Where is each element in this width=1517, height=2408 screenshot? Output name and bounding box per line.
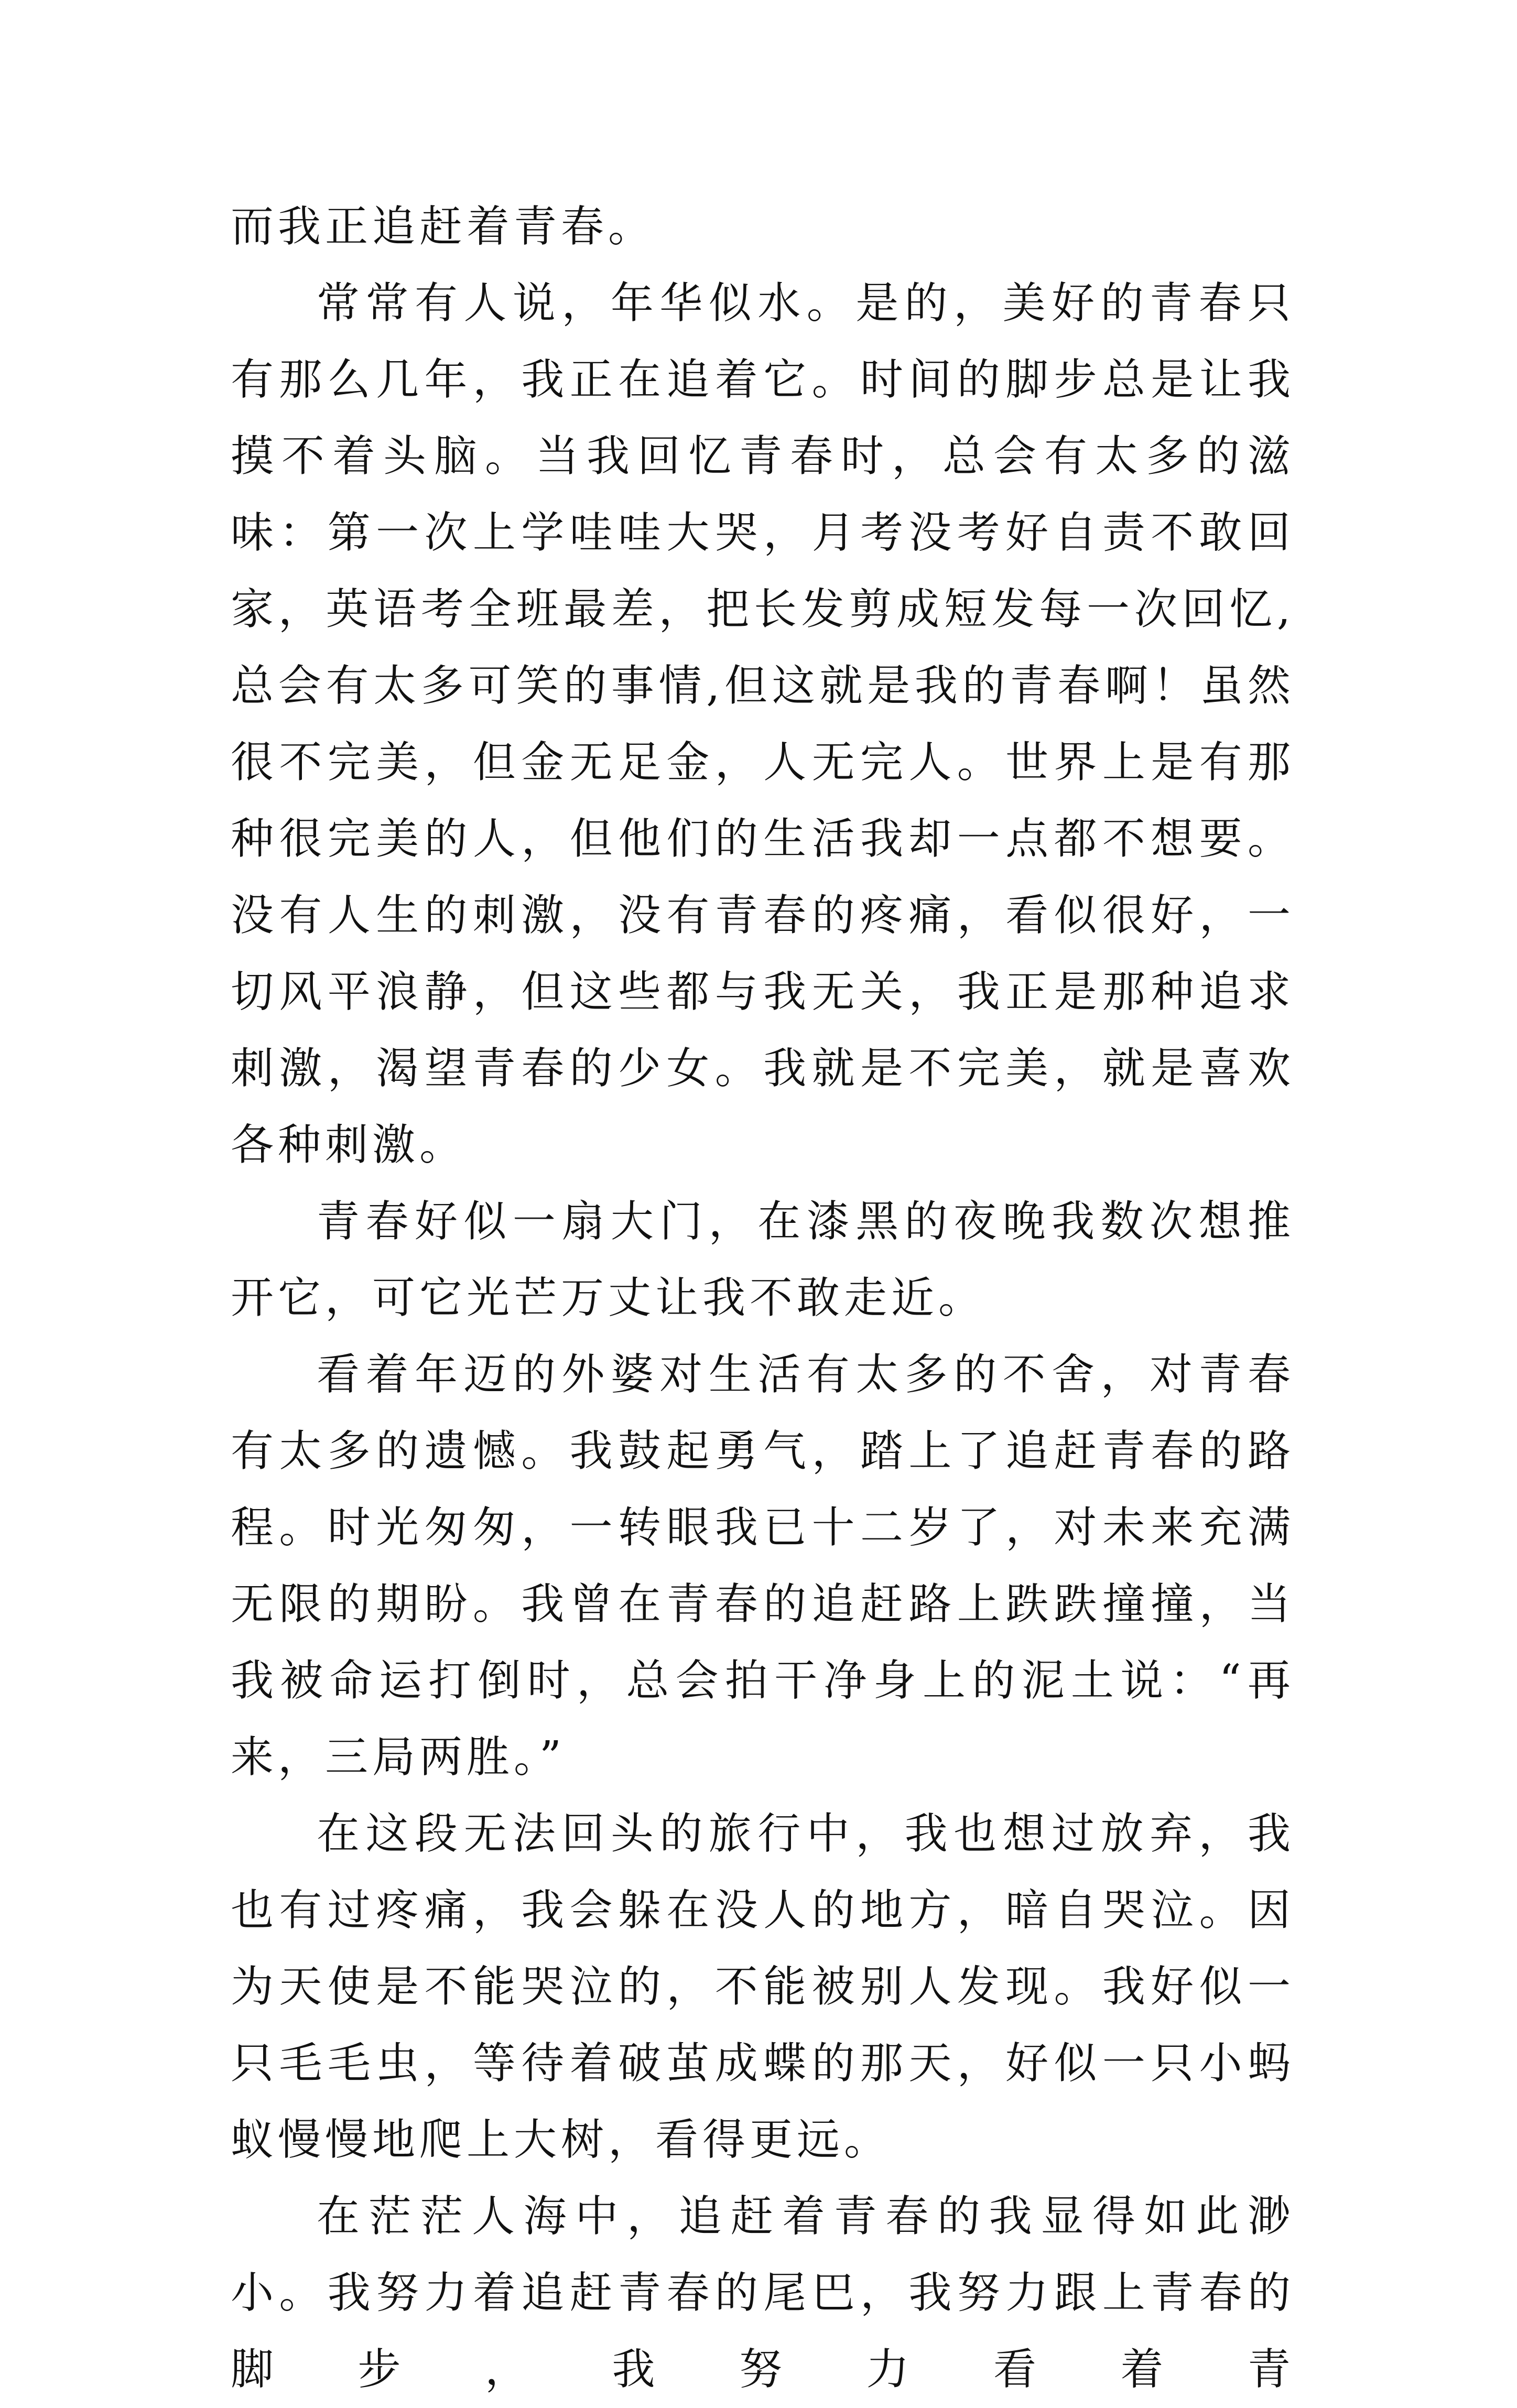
paragraph-4: 看着年迈的外婆对生活有太多的不舍，对青春有太多的遗憾。我鼓起勇气，踏上了追赶青春的路程。时光匆匆，一转眼我已十二岁了，对未来充满无限的期盼。我曾在青春的追赶路上跌跌撞撞，当我被命运打倒时，总会拍干净身上的泥土说：“再来，三局两胜。”: [231, 1350, 1295, 1782]
document-body: [231, 189, 1295, 2408]
paragraph-6: 在茫茫人海中，追赶着青春的我显得如此渺小。我努力着追赶青春的尾巴，我努力跟上青春的脚步，我努力看着青: [231, 2192, 1295, 2394]
paragraph-1: 而我正追赶着青春。: [231, 202, 656, 252]
paragraph-5: 在这段无法回头的旅行中，我也想过放弃，我也有过疼痛，我会躲在没人的地方，暗自哭泣。因为天使是不能哭泣的，不能被别人发现。我好似一只毛毛虫，等待着破茧成蝶的那天，好似一只小蚂蚁慢慢地爬上大树，看得更远。: [231, 1809, 1295, 2165]
paragraph-3: 青春好似一扇大门，在漆黑的夜晚我数次想推开它，可它光芒万丈让我不敢走近。: [231, 1197, 1295, 1323]
paragraph-2: 常常有人说，年华似水。是的，美好的青春只有那么几年，我正在追着它。时间的脚步总是让我摸不着头脑。当我回忆青春时，总会有太多的滋味：第一次上学哇哇大哭，月考没考好自责不敢回家，英语考全班最差，把长发剪成短发每一次回忆,总会有太多可笑的事情,但这就是我的青春啊！虽然很不完美，但金无足金，人无完人。世界上是有那种很完美的人，但他们的生活我却一点都不想要。没有人生的刺激，没有青春的疼痛，看似很好，一切风平浪静，但这些都与我无关，我正是那种追求刺激，渴望青春的少女。我就是不完美，就是喜欢各种刺激。: [231, 278, 1295, 1170]
